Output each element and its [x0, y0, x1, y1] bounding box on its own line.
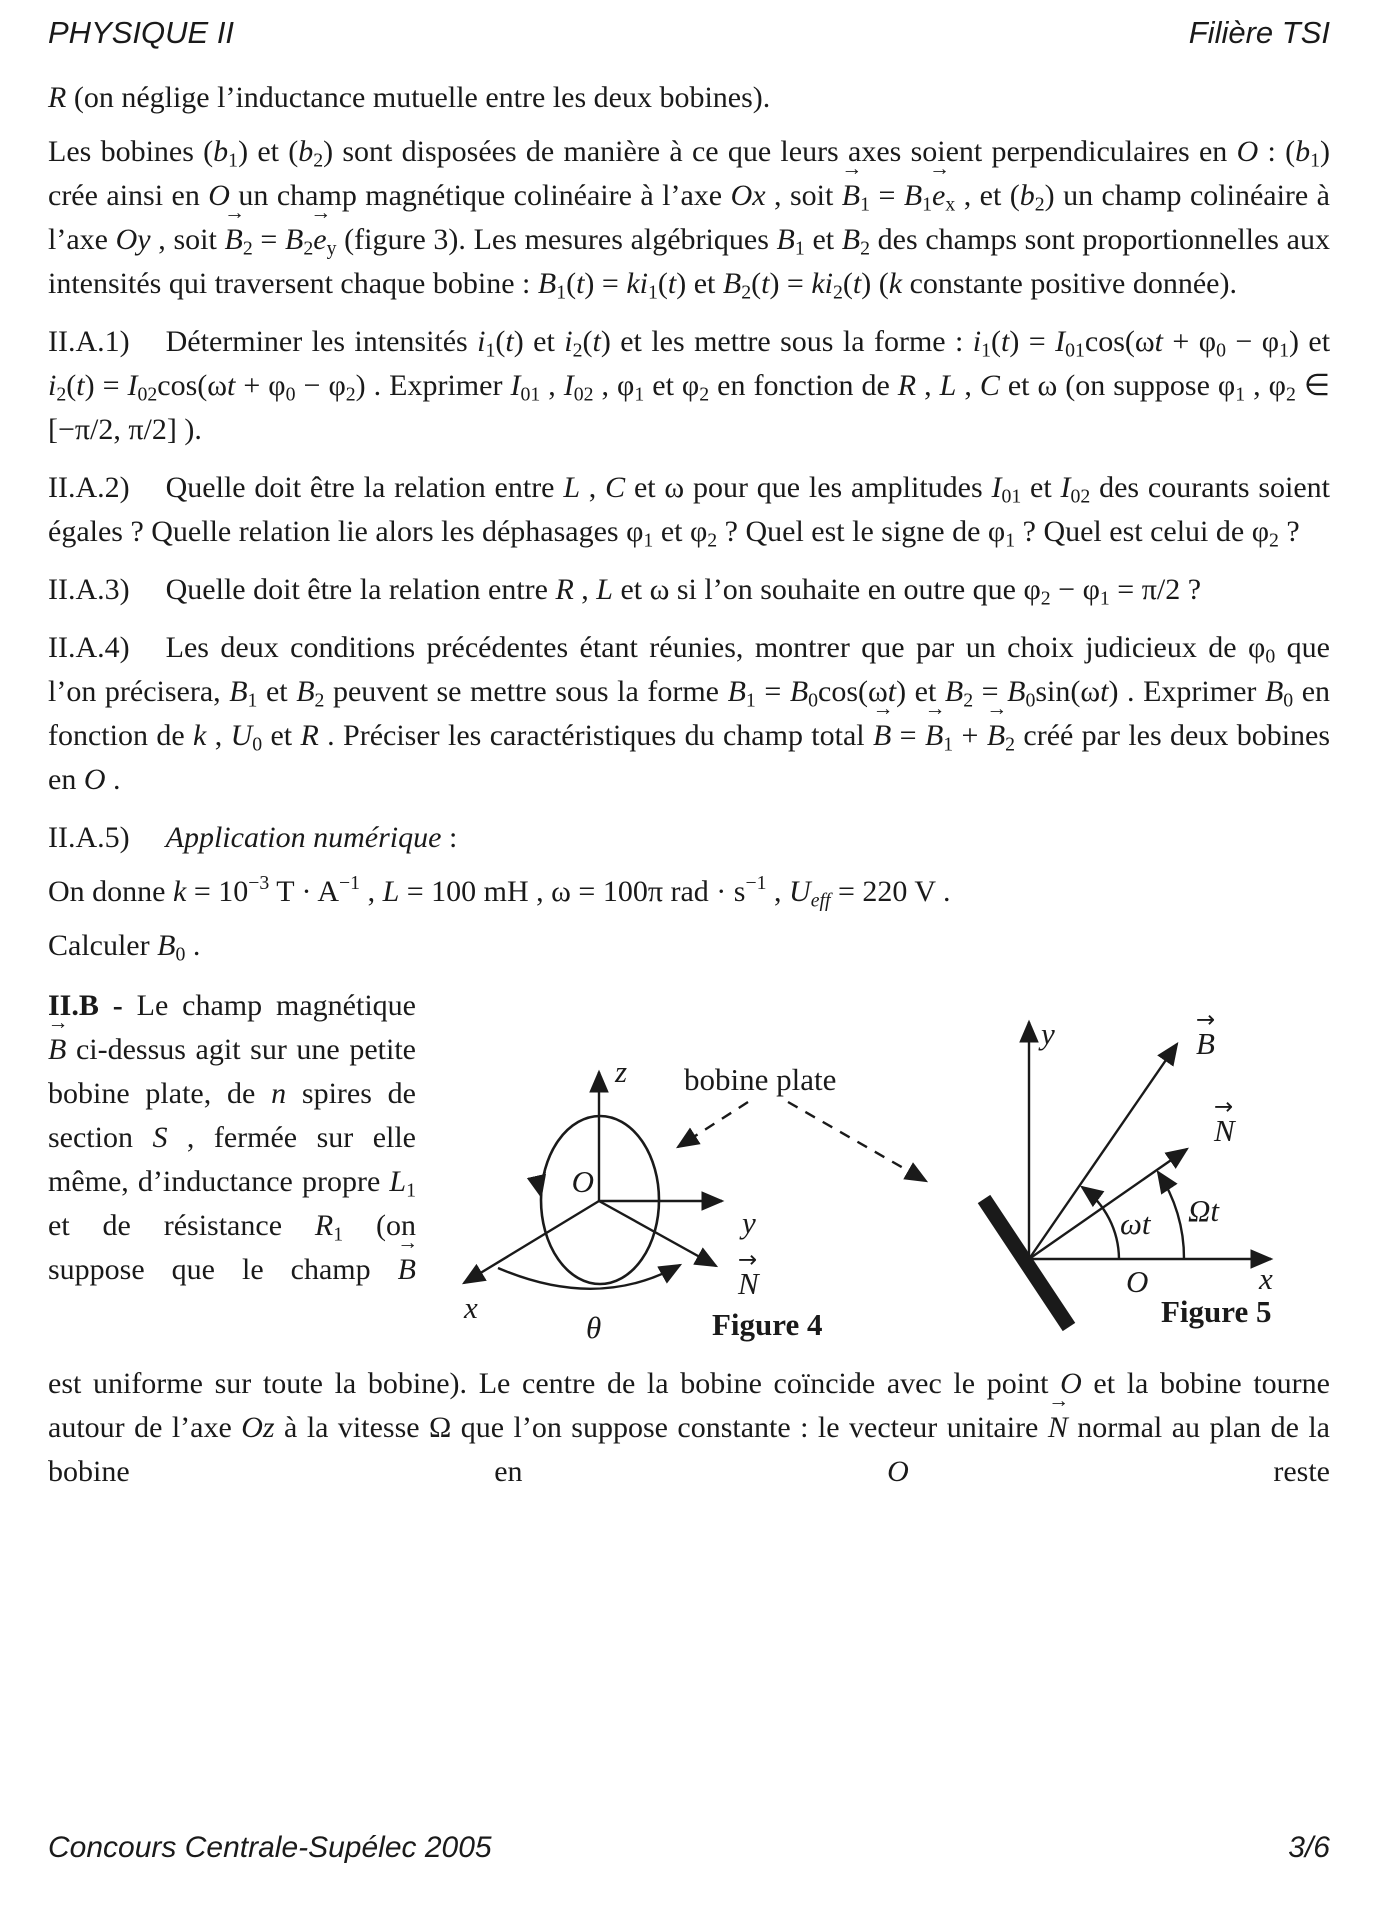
question-iia1-label: II.A.1) — [48, 325, 130, 358]
figures-illustration — [426, 986, 1361, 1358]
question-iia2-label: II.A.2) — [48, 471, 130, 504]
figure5-x-axis-label: x — [1259, 1261, 1273, 1296]
section-iib-text: II.B - Le champ magnétique B → ci-dessus agit sur une petite bobine plate, de n spires de section S , fermée sur elle même, d’inductance propre $L_1$ et de résistance $R_1$ (on suppose que le champ B → — [48, 984, 416, 1358]
figure4-normal-vector-arrow-icon: → — [738, 1247, 758, 1273]
question-iia3 — [48, 568, 1330, 612]
figure4-normal-label: N — [738, 1266, 759, 1301]
figure4-x-axis-label: x — [464, 1290, 478, 1325]
figure5-normal-label: N — [1214, 1113, 1235, 1148]
figure4-theta-arc — [498, 1265, 680, 1289]
figure4-caption: Figure 4 — [712, 1307, 823, 1342]
figure5-omega-t-label: ωt — [1120, 1206, 1151, 1241]
question-iia5 — [48, 816, 1330, 860]
question-iia2 — [48, 466, 1330, 554]
document-body — [48, 76, 1330, 1494]
numeric-application-given: On donne $k = 10^{-3}$ $T \cdot A^{-1}$ , L = 100 mH , ω = 100π rad · $s^{-1}$ , $U_{eff} = 220$ V . — [48, 872, 951, 912]
figure5-field-vector-arrow-icon: → — [1196, 1007, 1216, 1033]
figure5-origin-label: O — [1126, 1264, 1149, 1299]
question-iia1 — [48, 320, 1330, 452]
figure5-capital-omega-t-label: Ωt — [1188, 1193, 1220, 1228]
question-iia2-text: Quelle doit être la relation entre L , C et ω pour que les amplitudes $I_{01}$ et $I_{02}$ des courants soient égales ? Quelle relation lie alors les déphasages $\varphi_1$ et $\varphi_2$ ? Quel est le signe de $\varphi_1$ ? Quel est celui de $\varphi_2$ ? — [48, 471, 1330, 552]
figure4-z-axis-label: z — [615, 1054, 628, 1089]
question-iia5-label: II.A.5) — [48, 821, 130, 854]
question-iia1-text: Déterminer les intensités $i_1(t)$ et $i_2(t)$ et les mettre sous la forme : $i_1(t) = I_{01}\cos(\omega t + \varphi_0 - \varphi_1)$ et $i_2(t) = I_{02}\cos(\omega t + \varphi_0 - \varphi_2)$ . Exprimer $I_{01}$ , $I_{02}$ , $\varphi_1$ et $\varphi_2$ en fonction de R , L , C et ω (on suppose $\varphi_1$ , $\varphi_2$ ∈ [−π/2, π/2] ). — [48, 325, 1331, 446]
figure4-callout-dash-left — [678, 1102, 748, 1147]
figure5-omega-t-arc — [1082, 1187, 1119, 1259]
section-iib — [48, 984, 1330, 1358]
figure4-y-axis-label: y — [742, 1205, 756, 1240]
document-title: PHYSIQUE II — [48, 15, 235, 50]
intro-paragraph: Les bobines $(b_1)$ et $(b_2)$ sont disposées de manière à ce que leurs axes soient perpendiculaires en O : $(b_1)$ crée ainsi en O un champ magnétique colinéaire à l’axe Ox , soit $B \to_1 = B_1e \to_x$ , et $(b_2)$ un champ colinéaire à l’axe Oy , soit $B \to_2 = B_2e \to_y$ (figure 3). Les mesures algébriques $B_1$ et $B_2$ des champs sont proportionnelles aux intensités qui traversent chaque bobine : $B_1(t) = ki_1(t)$ et $B_2(t) = ki_2(t)$ (k constante positive donnée). — [48, 130, 1330, 306]
figure4-diagram — [464, 1072, 926, 1289]
figure5-y-axis-label: y — [1041, 1016, 1055, 1051]
intro-line: R (on néglige l’inductance mutuelle entre les deux bobines). — [48, 81, 771, 114]
question-iia4 — [48, 626, 1330, 802]
figure4-callout-dash-right — [788, 1102, 926, 1181]
question-iia3-text: Quelle doit être la relation entre R , L et ω si l’on souhaite en outre que $\varphi_2 - \varphi_1 = \pi/2$ ? — [165, 573, 1202, 610]
footer-exam-title: Concours Centrale-Supélec 2005 — [48, 1831, 492, 1864]
figure4-x-axis — [464, 1201, 599, 1283]
footer-page-number: 3/6 — [1288, 1831, 1330, 1864]
figure5-caption: Figure 5 — [1161, 1294, 1272, 1329]
numeric-application-task: Calculer $B_0$ . — [48, 929, 201, 966]
question-iia5-text: Application numérique : — [165, 821, 458, 854]
figure5-capital-omega-t-arc — [1158, 1172, 1184, 1259]
figure4-origin-label: O — [571, 1164, 594, 1199]
question-iia4-text: Les deux conditions précédentes étant réunies, montrer que par un choix judicieux de $\varphi_0$ que l’on précisera, $B_1$ et $B_2$ peuvent se mettre sous la forme $B_1 = B_0\cos(\omega t)$ et $B_2 = B_0\sin(\omega t)$ . Exprimer $B_0$ en fonction de k , $U_0$ et R . Préciser les caractéristiques du champ total B → = $B \to_1 + B \to_2$ créé par les deux bobines en O . — [48, 631, 1330, 796]
page-footer — [48, 1826, 1330, 1870]
section-iib-continuation: est uniforme sur toute la bobine). Le centre de la bobine coïncide avec le point O et la bobine tourne autour de l’axe Oz à la vitesse Ω que l’on suppose constante : le vecteur unitaire N → normal au plan de la bobine en O reste — [48, 1362, 1330, 1494]
figure5-field-label: B — [1196, 1026, 1215, 1061]
page-header — [48, 14, 1330, 52]
figure4-theta-label: θ — [586, 1310, 602, 1345]
filiere-label: Filière TSI — [1188, 15, 1330, 50]
question-iia3-label: II.A.3) — [48, 573, 130, 606]
figure5-normal-vector-arrow-icon: → — [1214, 1094, 1234, 1120]
figure5-field-vector — [1029, 1044, 1177, 1259]
question-iia4-label: II.A.4) — [48, 631, 130, 664]
figure4-callout-label: bobine plate — [684, 1062, 837, 1097]
figure5-normal-vector — [1029, 1149, 1187, 1259]
